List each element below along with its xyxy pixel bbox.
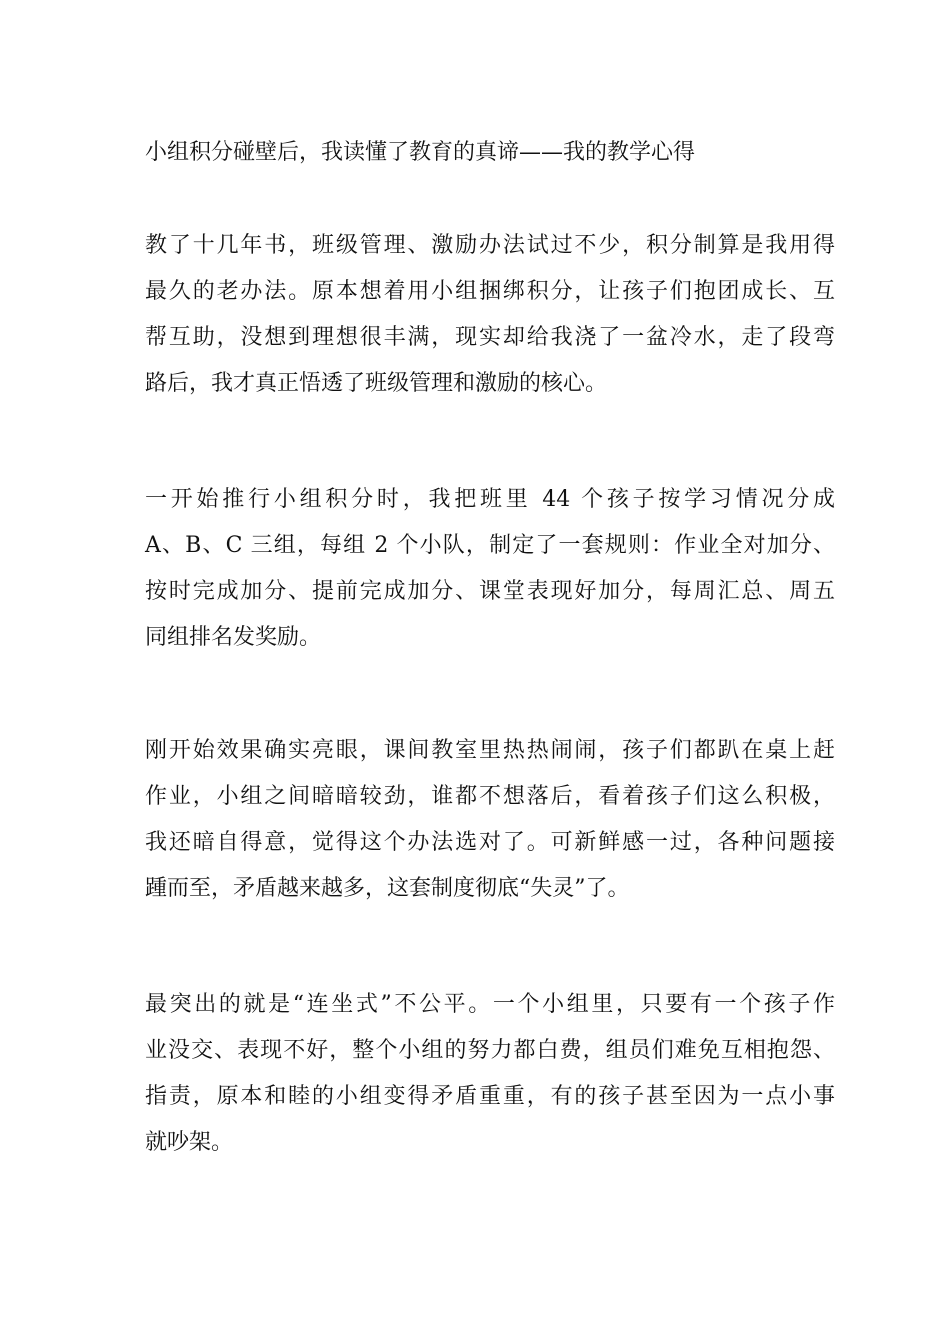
- paragraph-line: 刚开始效果确实亮眼，课间教室里热热闹闹，孩子们都趴在桌上赶: [145, 738, 835, 763]
- paragraph-line: 就吵架。: [145, 1130, 234, 1155]
- paragraph-4: [145, 982, 835, 1166]
- paragraph-line: 踵而至，矛盾越来越多，这套制度彻底“失灵”了。: [145, 876, 630, 901]
- paragraph-line: 最久的老办法。原本想着用小组捆绑积分，让孩子们抱团成长、互: [145, 279, 835, 304]
- paragraph-line: 指责，原本和睦的小组变得矛盾重重，有的孩子甚至因为一点小事: [145, 1084, 835, 1109]
- paragraph-line: A、B、C 三组，每组 2 个小队，制定了一套规则：作业全对加分、: [145, 533, 835, 558]
- paragraph-line: 按时完成加分、提前完成加分、课堂表现好加分，每周汇总、周五: [145, 579, 835, 604]
- paragraph-3: [145, 728, 835, 912]
- paragraph-2: [145, 477, 835, 661]
- paragraph-line: 最突出的就是“连坐式”不公平。一个小组里，只要有一个孩子作: [145, 992, 835, 1017]
- paragraph-line: 一开始推行小组积分时，我把班里 44 个孩子按学习情况分成: [145, 487, 835, 512]
- paragraph-1: [145, 223, 835, 407]
- paragraph-line: 我还暗自得意，觉得这个办法选对了。可新鲜感一过，各种问题接: [145, 830, 835, 855]
- document-title: 小组积分碰壁后，我读懂了教育的真谛——我的教学心得: [145, 140, 696, 165]
- paragraph-line: 帮互助，没想到理想很丰满，现实却给我浇了一盆冷水，走了段弯: [145, 325, 835, 350]
- paragraph-line: 路后，我才真正悟透了班级管理和激励的核心。: [145, 371, 608, 396]
- paragraph-line: 作业，小组之间暗暗较劲，谁都不想落后，看着孩子们这么积极，: [145, 784, 835, 809]
- paragraph-line: 同组排名发奖励。: [145, 625, 322, 650]
- paragraph-line: 业没交、表现不好，整个小组的努力都白费，组员们难免互相抱怨、: [145, 1038, 835, 1063]
- paragraph-line: 教了十几年书，班级管理、激励办法试过不少，积分制算是我用得: [145, 233, 835, 258]
